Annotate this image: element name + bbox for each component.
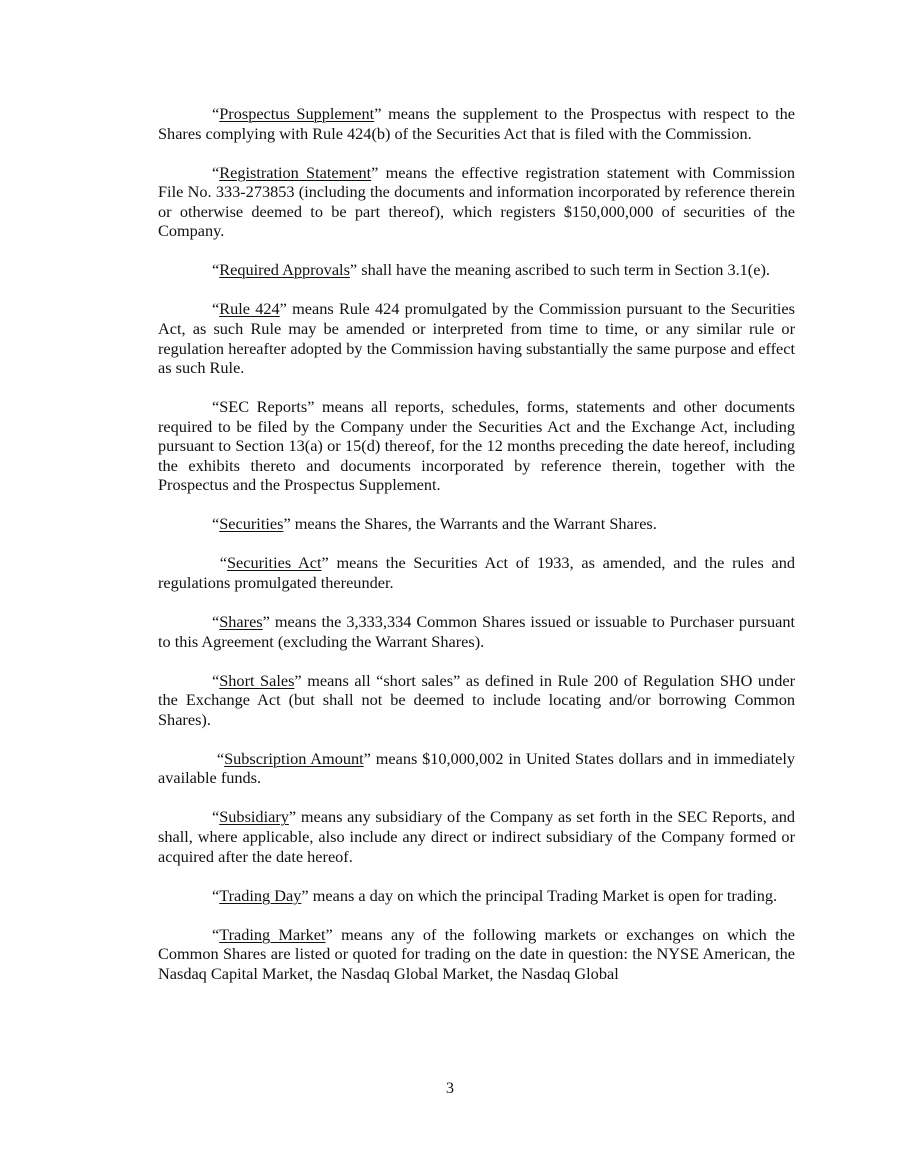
definition-text: means the Shares, the Warrants and the Warrant Shares. xyxy=(290,514,657,534)
definition-text: means any subsidiary of the Company as set forth in the SEC Reports, and shall, where applicable, also include any direct or indirect subsidiary of the Company formed or acquired after the date hereof. xyxy=(158,807,795,866)
defined-term: Required Approvals xyxy=(219,260,350,280)
close-quote: ” xyxy=(349,260,358,280)
defined-term: Rule 424 xyxy=(219,299,280,319)
defined-term: Subscription Amount xyxy=(224,748,364,768)
close-quote: ” xyxy=(374,104,382,123)
close-quote: ” xyxy=(307,397,315,417)
open-quote: “ xyxy=(212,885,220,905)
definition-text: shall have the meaning ascribed to such term in Section 3.1(e). xyxy=(357,260,770,280)
definition-paragraph xyxy=(158,749,795,788)
definition-text: means Rule 424 promulgated by the Commission pursuant to the Securities Act, as such Rule may be amended or interpreted from time to time, or any similar rule or regulation hereafter adopted by the Commission having substantially the same purpose and effect as such Rule. xyxy=(158,299,795,378)
close-quote: ” xyxy=(288,807,297,827)
close-quote: ” xyxy=(283,514,291,534)
open-quote: “ xyxy=(212,260,220,280)
definition-text: means the 3,333,334 Common Shares issued or issuable to Purchaser pursuant to this Agreement (excluding the Warrant Shares). xyxy=(158,612,795,651)
close-quote: ” xyxy=(321,553,329,573)
defined-term: Securities xyxy=(219,514,284,534)
defined-term: Short Sales xyxy=(219,670,295,690)
close-quote: ” xyxy=(294,670,302,690)
definition-paragraph xyxy=(158,397,795,495)
close-quote: ” xyxy=(262,612,270,632)
close-quote: ” xyxy=(371,162,379,182)
definition-paragraph xyxy=(158,925,795,984)
definition-text: means all reports, schedules, forms, statements and other documents required to be filed by the Company under the Securities Act and the Exchange Act, including pursuant to Section 13(a) or 15(d) thereof, for the 12 months preceding the date hereof, including the exhibits thereto and documents incorporated by reference therein, together with the Prospectus and the Prospectus Supplement. xyxy=(158,397,795,495)
close-quote: ” xyxy=(325,924,333,944)
definition-paragraph xyxy=(158,807,795,866)
definition-text: means $10,000,002 in United States dollars and in immediately available funds. xyxy=(158,748,795,788)
definition-paragraph xyxy=(158,612,795,651)
open-quote: “ xyxy=(212,299,220,319)
definition-paragraph xyxy=(158,163,795,241)
defined-term: Registration Statement xyxy=(219,162,372,182)
close-quote: ” xyxy=(363,748,371,768)
close-quote: ” xyxy=(301,885,309,905)
open-quote: “ xyxy=(212,924,220,944)
close-quote: ” xyxy=(279,299,287,319)
leading-space xyxy=(212,553,220,572)
open-quote: “ xyxy=(212,670,220,690)
defined-term: SEC Reports xyxy=(219,397,308,417)
definition-text: means the Securities Act of 1933, as amended, and the rules and regulations promulgated thereunder. xyxy=(158,553,795,593)
open-quote: “ xyxy=(212,104,220,123)
definition-paragraph xyxy=(158,299,795,377)
defined-term: Subsidiary xyxy=(219,807,289,827)
definition-paragraph xyxy=(158,886,795,906)
open-quote: “ xyxy=(219,553,227,573)
open-quote: “ xyxy=(212,612,220,632)
definition-text: means the supplement to the Prospectus with respect to the Shares complying with Rule 424(b) of the Securities Act that is filed with the Commission. xyxy=(158,104,795,143)
open-quote: “ xyxy=(212,397,220,417)
definition-text: means a day on which the principal Trading Market is open for trading. xyxy=(308,885,778,905)
definition-paragraph xyxy=(158,104,795,143)
open-quote: “ xyxy=(212,807,220,827)
open-quote: “ xyxy=(212,514,220,534)
defined-term: Prospectus Supplement xyxy=(219,104,375,123)
definition-paragraph xyxy=(158,671,795,730)
definition-paragraph xyxy=(158,260,795,280)
definition-text: means the effective registration statement with Commission File No. 333-273853 (including the documents and information incorporated by reference therein or otherwise deemed to be part thereof), which registers $150,000,000 of securities of the Company. xyxy=(158,162,795,241)
open-quote: “ xyxy=(216,748,225,768)
defined-term: Trading Day xyxy=(219,885,302,905)
defined-term: Trading Market xyxy=(219,924,326,944)
defined-term: Securities Act xyxy=(226,553,322,573)
definition-paragraph xyxy=(158,553,795,592)
definitions-body xyxy=(158,104,795,1003)
definition-paragraph xyxy=(158,514,795,534)
definition-text: means any of the following markets or exchanges on which the Common Shares are listed or quoted for trading on the date in question: the NYSE American, the Nasdaq Capital Market, the Nasdaq Global Market, the Nasdaq Global xyxy=(158,924,795,983)
open-quote: “ xyxy=(212,162,220,182)
page-number: 3 xyxy=(445,1078,455,1097)
definition-text: means all “short sales” as defined in Rule 200 of Regulation SHO under the Exchange Act (but shall not be deemed to include locating and/or borrowing Common Shares). xyxy=(158,670,795,729)
defined-term: Shares xyxy=(219,612,263,632)
